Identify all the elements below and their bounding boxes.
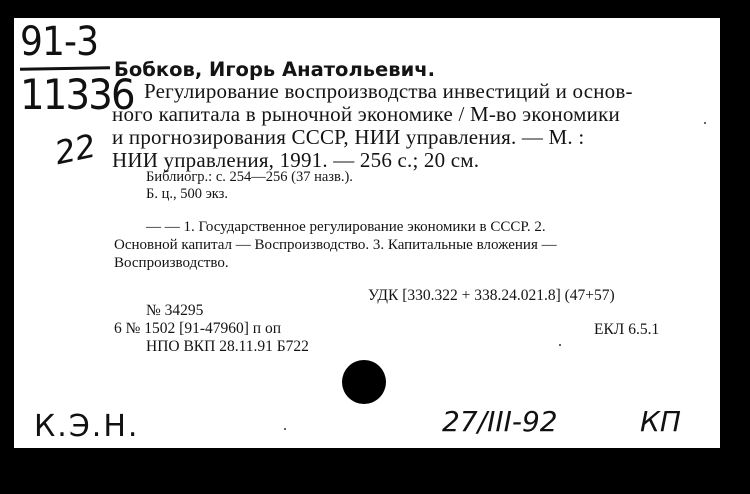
title-line-4: НИИ управления, 1991. — 256 с.; 20 см. — [112, 148, 480, 172]
subject-line-2: Основной капитал — Воспроизводство. 3. Капитальные вложения — — [114, 237, 557, 253]
ekl-code: ЕКЛ 6.5.1 — [594, 321, 660, 338]
price-edition-note: Б. ц., 500 экз. — [146, 186, 229, 202]
author-heading: Бобков, Игорь Анатольевич. — [114, 58, 436, 81]
call-number-mid: 11336 — [20, 70, 134, 119]
title-line-2: ного капитала в рыночной экономике / М-во экономики — [112, 102, 620, 126]
subject-headings — [114, 218, 698, 272]
subject-line-3: Воспроизводство. — [114, 255, 229, 271]
handwritten-date: 27/III-92 — [442, 405, 558, 438]
call-number-top: 91-3 — [20, 19, 99, 65]
paper-speck — [704, 122, 706, 124]
paper-speck — [284, 428, 286, 430]
title-description — [112, 80, 696, 172]
handwritten-initials-left: К.Э.Н. — [34, 409, 140, 444]
subject-line-1: — — 1. Государственное регулирование экономики в СССР. 2. — [146, 219, 546, 235]
call-number-low: 22 — [51, 126, 100, 173]
title-line-1: Регулирование воспроизводства инвестиций и основ- — [144, 79, 633, 103]
order-line: 6 № 1502 [91-47960] п оп — [114, 320, 281, 337]
bibliography-note: Библиогр.: с. 254—256 (37 назв.). — [146, 169, 353, 185]
handwritten-initials-right: КП — [640, 405, 681, 438]
udk-classification: УДК [330.322 + 338.24.021.8] (47+57) — [368, 287, 615, 304]
registration-number: № 34295 — [146, 302, 204, 319]
punch-hole — [342, 360, 386, 404]
title-line-3: и прогнозирования СССР, НИИ управления. — М. : — [112, 125, 585, 149]
publisher-stamp-line: НПО ВКП 28.11.91 Б722 — [146, 338, 309, 355]
catalog-card — [14, 18, 720, 448]
paper-speck — [559, 344, 561, 346]
